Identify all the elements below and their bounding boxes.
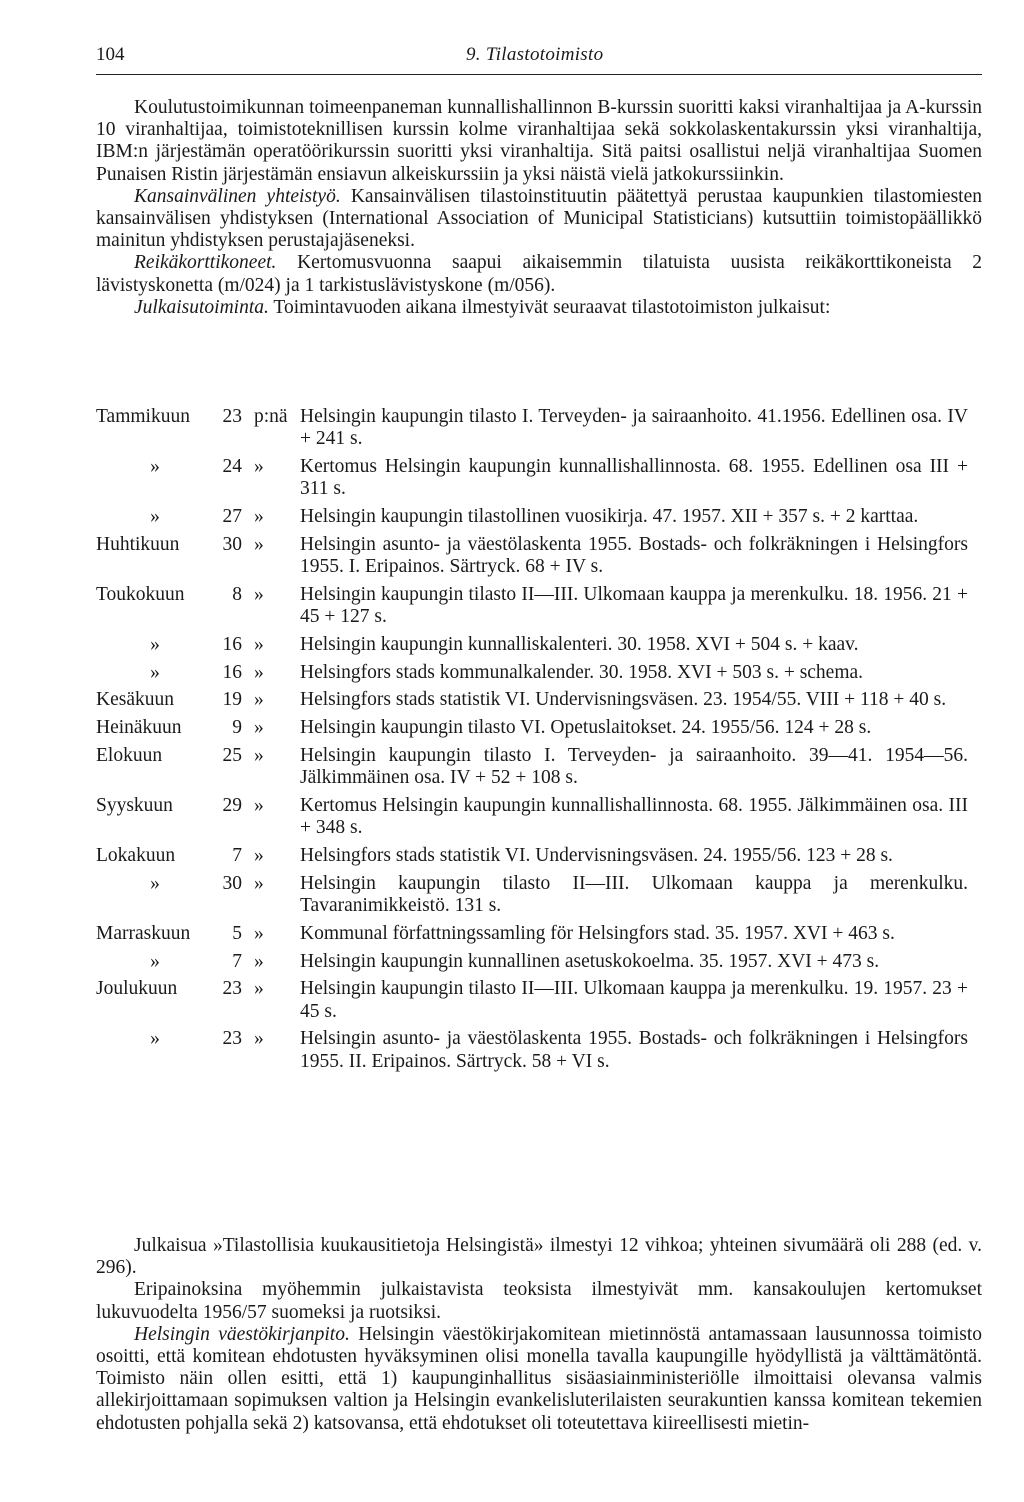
list-item [96, 634, 982, 656]
pub-month: Elokuun [96, 744, 163, 766]
paragraph-monthly [96, 1235, 982, 1279]
pub-month: » [150, 1028, 160, 1050]
pub-month: Syyskuun [96, 794, 173, 816]
text-offprints: Eripainoksina myöhemmin julkaistavista teoksista ilmestyivät mm. kansakoulujen kertomukset lukuvuodelta 1956/57 suomeksi ja ruotsiksi. [96, 1279, 982, 1323]
pub-day: 8 [232, 583, 242, 605]
page-number: 104 [96, 44, 125, 65]
pub-month: Huhtikuun [96, 533, 180, 555]
pub-day: 7 [232, 950, 242, 972]
paragraph-training [96, 97, 982, 186]
pub-text: Helsingfors stads kommunalkalender. 30. 1958. XVI + 503 s. + schema. [300, 661, 864, 683]
pub-month: Joulukuun [96, 978, 178, 1000]
pub-unit: » [254, 744, 264, 766]
list-item [96, 406, 982, 450]
pub-unit: » [254, 689, 264, 711]
pub-unit: » [254, 456, 264, 477]
running-title: 9. Tilastotoimisto [466, 44, 604, 65]
pub-text: Helsingin kaupungin tilasto I. Terveyden- ja sairaanhoito. 41.1956. Edellinen osa. IV + 241 s. [300, 406, 968, 450]
pub-day: 24 [222, 456, 242, 477]
text-punchcard: Kertomusvuonna saapui aikaisemmin tilatuista uusista reikäkorttikoneista 2 lävistyskonetta (m/024) ja 1 tarkistuslävistyskone (m/056). [96, 252, 983, 296]
pub-month: » [150, 506, 160, 527]
pub-text: Helsingin kaupungin kunnalliskalenteri. 30. 1958. XVI + 504 s. + kaav. [300, 633, 859, 655]
header-rule [96, 74, 982, 75]
paragraph-training-text: Koulutustoimikunnan toimeenpaneman kunnallishallinnon B-kurssin suoritti kaksi viranhaltijaa ja A-kurssin 10 viranhaltijaa, toimistoteknillisen kurssin kolme viranhaltijaa sekä sokkolaskentakurssin yksi viranhaltija, IBM:n järjestämän operatöörikurssin suoritti yksi viranhaltija. [96, 97, 982, 163]
pub-unit: » [254, 922, 264, 944]
list-item [96, 584, 982, 628]
pub-day: 16 [222, 661, 242, 683]
pub-unit: » [254, 717, 264, 739]
pub-month: » [150, 950, 160, 972]
pub-text: Helsingfors stads statistik VI. Undervisningsväsen. 23. 1954/55. VIII + 118 + 40 s. [300, 689, 947, 711]
text-publications: Toimintavuoden aikana ilmestyivät seuraavat tilastotoimiston julkaisut: [273, 296, 831, 318]
pub-month: » [150, 456, 160, 477]
pub-month: Heinäkuun [96, 717, 182, 739]
pub-unit: » [254, 633, 264, 655]
pub-unit: » [254, 661, 264, 683]
pub-unit: » [254, 978, 264, 1000]
list-item [96, 745, 982, 789]
list-item [96, 534, 982, 578]
list-item [96, 845, 982, 867]
paragraph-population-register [96, 1324, 982, 1435]
pub-text: Helsingin kaupungin tilastollinen vuosikirja. 47. 1957. XII + 357 s. + 2 karttaa. [300, 506, 919, 527]
heading-publications: Julkaisutoiminta. [134, 296, 269, 318]
pub-day: 23 [222, 1028, 242, 1050]
outro-section [96, 1235, 982, 1435]
list-item [96, 717, 982, 739]
pub-month: Kesäkuun [96, 689, 174, 711]
heading-international: Kansainvälinen yhteistyö. [134, 185, 341, 207]
pub-text: Helsingin kaupungin tilasto II—III. Ulkomaan kauppa ja merenkulku. 18. 1956. 21 + 45 + 127 s. [300, 583, 968, 627]
pub-day: 19 [222, 689, 242, 711]
list-item [96, 689, 982, 711]
pub-text: Helsingfors stads statistik VI. Undervisningsväsen. 24. 1955/56. 123 + 28 s. [300, 844, 893, 866]
list-item [96, 662, 982, 684]
pub-unit: » [254, 1028, 264, 1050]
list-item [96, 978, 982, 1022]
text-population-register: Helsingin väestökirjakomitean mietinnöstä antamassaan lausunnossa toimisto osoitti, että komitean ehdotusten hyväksyminen olisi monella tavalla kaupungille hyödyllistä ja välttämätöntä. Toimisto näin ollen esitti, että 1) kaupunginhallitus sisäasiainministeriölle ilmoittaisi olevansa valmis allekirjoittamaan sopimuksen valtion ja Helsingin evankelisluterilaisten seurakuntien kanssa komitean tekemien ehdotusten pohjalla sekä 2) katsovansa, että ehdotukset oli toteutettava kiireellisesti mietin- [96, 1323, 983, 1434]
pub-day: 30 [222, 533, 242, 555]
paragraph-training-cont: Sitä paitsi osallistui neljä viranhaltijaa Suomen Punaisen Ristin järjestämän ensiavun alkeiskurssiin ja yksi näistä vielä jatkokurssiinkin. [96, 141, 982, 185]
pub-unit: » [254, 844, 264, 866]
list-item [96, 923, 982, 945]
pub-day: 7 [232, 844, 242, 866]
pub-day: 25 [222, 744, 242, 766]
pub-day: 5 [232, 922, 242, 944]
pub-text: Helsingin kaupungin tilasto VI. Opetuslaitokset. 24. 1955/56. 124 + 28 s. [300, 717, 872, 739]
pub-day: 27 [222, 506, 242, 527]
pub-day: 16 [222, 633, 242, 655]
paragraph-punchcard [96, 252, 982, 296]
page-header [96, 44, 982, 74]
pub-month: » [150, 661, 160, 683]
pub-unit: » [254, 794, 264, 816]
list-item [96, 456, 982, 500]
pub-text: Helsingin kaupungin tilasto II—III. Ulkomaan kauppa ja merenkulku. Tavaranimikkeistö. 131 s. [300, 872, 968, 916]
paragraph-offprints [96, 1279, 982, 1323]
text-international: Kansainvälisen tilastoinstituutin päätettyä perustaa kaupunkien tilastomiesten kansainvälisen yhdistyksen (International Association of Municipal Statisticians) kutsuttiin toimistopäällikkö mainitun yhdistyksen perustajajäseneksi. [96, 185, 982, 252]
list-item [96, 795, 982, 839]
pub-day: 23 [222, 406, 242, 427]
pub-unit: » [254, 533, 264, 555]
text-monthly: Julkaisua »Tilastollisia kuukausitietoja Helsingistä» ilmestyi 12 vihkoa; yhteinen sivumäärä oli 288 (ed. v. 296). [96, 1235, 982, 1279]
pub-unit: » [254, 872, 264, 894]
pub-unit: » [254, 506, 264, 527]
pub-text: Helsingin asunto- ja väestölaskenta 1955. Bostads- och folkräkningen i Helsingfors 1955. II. Eripainos. Särtryck. 58 + VI s. [300, 1028, 968, 1072]
pub-text: Helsingin kaupungin tilasto II—III. Ulkomaan kauppa ja merenkulku. 19. 1957. 23 + 45 s. [300, 978, 968, 1022]
pub-day: 30 [222, 872, 242, 894]
pub-text: Kommunal författningssamling för Helsingfors stad. 35. 1957. XVI + 463 s. [300, 922, 895, 944]
pub-text: Kertomus Helsingin kaupungin kunnallishallinnosta. 68. 1955. Edellinen osa III + 311 s. [300, 456, 968, 500]
pub-month: Toukokuun [96, 583, 185, 605]
pub-month: Marraskuun [96, 922, 191, 944]
pub-month: » [150, 633, 160, 655]
pub-month: Tammikuun [96, 406, 190, 427]
list-item [96, 873, 982, 917]
pub-month: Lokakuun [96, 844, 176, 866]
heading-population-register: Helsingin väestökirjanpito. [134, 1323, 350, 1345]
pub-text: Helsingin asunto- ja väestölaskenta 1955. Bostads- och folkräkningen i Helsingfors 1955. I. Eripainos. Särtryck. 68 + IV s. [300, 533, 968, 577]
pub-day: 9 [232, 717, 242, 739]
pub-month: » [150, 872, 160, 894]
pub-unit: p:nä [254, 406, 288, 427]
pub-day: 29 [222, 794, 242, 816]
pub-text: Helsingin kaupungin kunnallinen asetuskokoelma. 35. 1957. XVI + 473 s. [300, 950, 880, 972]
pub-unit: » [254, 950, 264, 972]
intro-section [96, 97, 982, 319]
paragraph-publications [96, 297, 982, 319]
publication-list [96, 406, 982, 1078]
pub-unit: » [254, 583, 264, 605]
heading-punchcard: Reikäkorttikoneet. [134, 252, 277, 274]
pub-day: 23 [222, 978, 242, 1000]
list-item [96, 506, 982, 528]
list-item [96, 951, 982, 973]
paragraph-international [96, 186, 982, 253]
list-item [96, 1028, 982, 1072]
pub-text: Helsingin kaupungin tilasto I. Terveyden- ja sairaanhoito. 39—41. 1954—56. Jälkimmäinen osa. IV + 52 + 108 s. [300, 744, 968, 789]
pub-text: Kertomus Helsingin kaupungin kunnallishallinnosta. 68. 1955. Jälkimmäinen osa. III + 348 s. [300, 794, 968, 839]
